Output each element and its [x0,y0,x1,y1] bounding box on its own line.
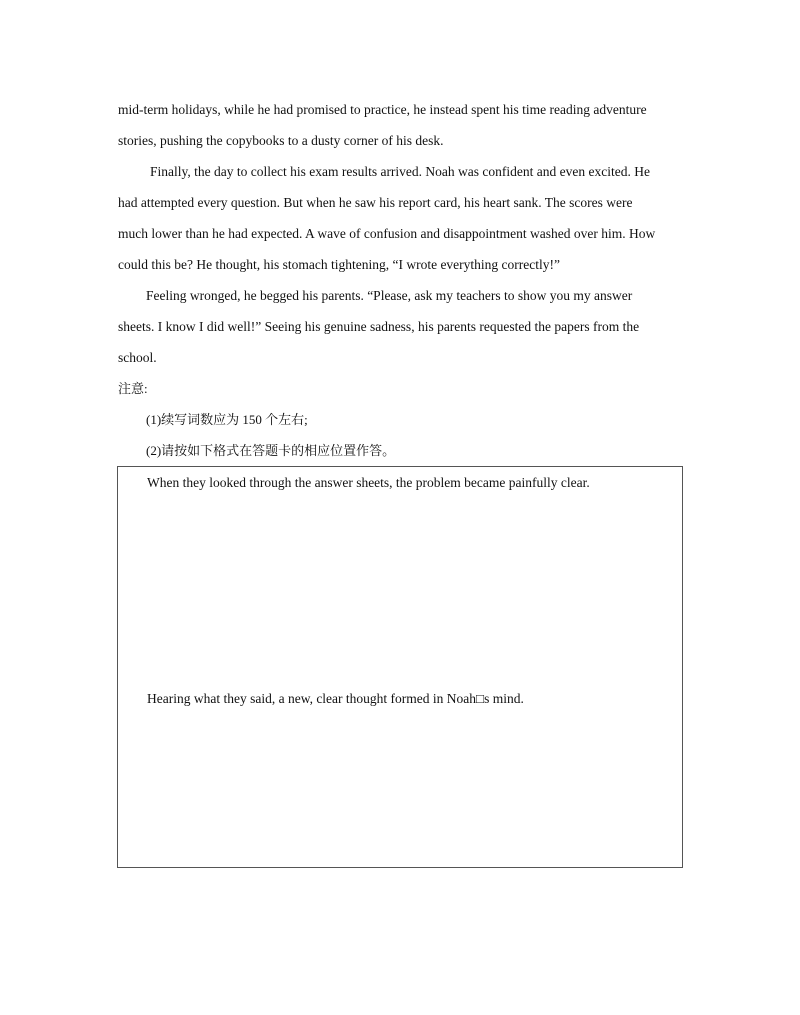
notes-item-2: (2)请按如下格式在答题卡的相应位置作答。 [146,443,396,458]
passage-p1-line-1: mid-term holidays, while he had promised to practice, he instead spent his time reading adventure [118,102,647,117]
passage-p2-line-1: Finally, the day to collect his exam results arrived. Noah was confident and even excited. He [150,164,650,179]
answer-box [117,466,683,868]
passage-p2-line-4: could this be? He thought, his stomach tightening, “I wrote everything correctly!” [118,257,560,272]
answer-paragraph-2-opening: Hearing what they said, a new, clear thought formed in Noah□s mind. [147,691,524,706]
passage-p1-line-2: stories, pushing the copybooks to a dusty corner of his desk. [118,133,444,148]
passage-p2-line-3: much lower than he had expected. A wave of confusion and disappointment washed over him. How [118,226,656,241]
notes-heading: 注意: [118,381,148,396]
passage-p2-line-2: had attempted every question. But when he saw his report card, his heart sank. The scores were [118,195,633,210]
answer-paragraph-1-opening: When they looked through the answer sheets, the problem became painfully clear. [147,475,590,490]
notes-item-1: (1)续写词数应为 150 个左右; [146,412,308,427]
passage-p3-line-1: Feeling wronged, he begged his parents. “Please, ask my teachers to show you my answer [146,288,633,303]
passage-p3-line-2: sheets. I know I did well!” Seeing his genuine sadness, his parents requested the papers from the [118,319,640,334]
passage-p3-line-3: school. [118,350,157,365]
